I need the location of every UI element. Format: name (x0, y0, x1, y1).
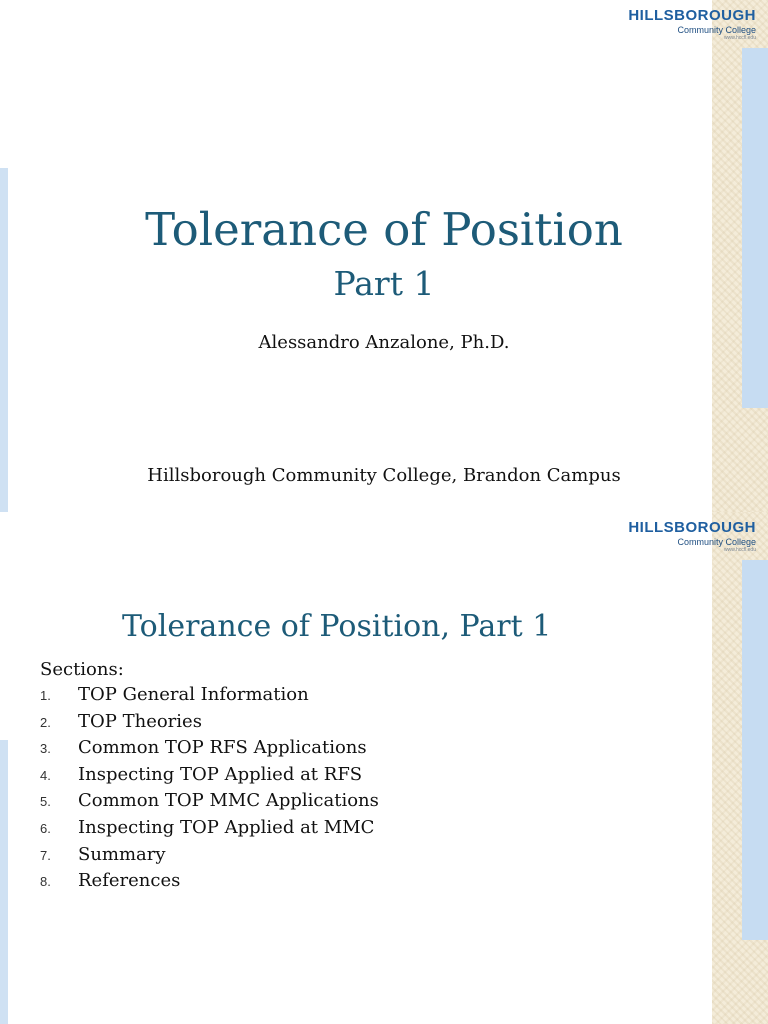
item-number: 5. (40, 794, 51, 810)
logo-url: www.hccfl.edu (724, 35, 756, 41)
item-number: 1. (40, 688, 51, 703)
sections-label: Sections: (40, 659, 124, 680)
item-label: TOP General Information (78, 684, 309, 705)
slide-title: Tolerance of Position, Part 1 (122, 609, 552, 644)
sections-block (40, 658, 379, 895)
item-number: 8. (40, 874, 51, 890)
college-logo (614, 8, 756, 41)
author: Alessandro Anzalone, Ph.D. (258, 332, 510, 353)
list-item (40, 735, 379, 762)
list-item (40, 815, 379, 842)
college-logo (614, 520, 756, 553)
item-label: References (78, 870, 181, 892)
item-label: Common TOP MMC Applications (78, 790, 379, 812)
item-label: TOP Theories (78, 710, 202, 732)
institution: Hillsborough Community College, Brandon Campus (147, 465, 621, 486)
logo-name: HILLSBOROUGH (628, 519, 756, 536)
item-label: Common TOP RFS Applications (78, 737, 367, 759)
item-number: 4. (40, 767, 51, 783)
sections-list (40, 682, 379, 895)
item-number: 3. (40, 741, 51, 757)
list-item (40, 868, 379, 895)
list-item (40, 762, 379, 789)
logo-subtitle: Community College (677, 537, 756, 547)
item-label: Inspecting TOP Applied at MMC (78, 816, 375, 838)
slide-title: Tolerance of Position (145, 203, 623, 256)
item-number: 6. (40, 820, 51, 836)
list-item (40, 842, 379, 869)
logo-name: HILLSBOROUGH (628, 7, 756, 24)
logo-subtitle: Community College (677, 25, 756, 35)
decorative-left-accent (0, 740, 8, 1024)
item-label: Summary (78, 843, 166, 865)
list-item (40, 788, 379, 815)
list-item (40, 709, 379, 736)
slide-subtitle: Part 1 (333, 264, 435, 303)
decorative-blue-bar (742, 560, 768, 940)
item-number: 2. (40, 714, 51, 730)
item-label: Inspecting TOP Applied at RFS (78, 763, 363, 785)
sections-slide (0, 512, 768, 1024)
list-item (40, 682, 379, 709)
item-number: 7. (40, 847, 51, 863)
logo-url: www.hccfl.edu (724, 547, 756, 553)
